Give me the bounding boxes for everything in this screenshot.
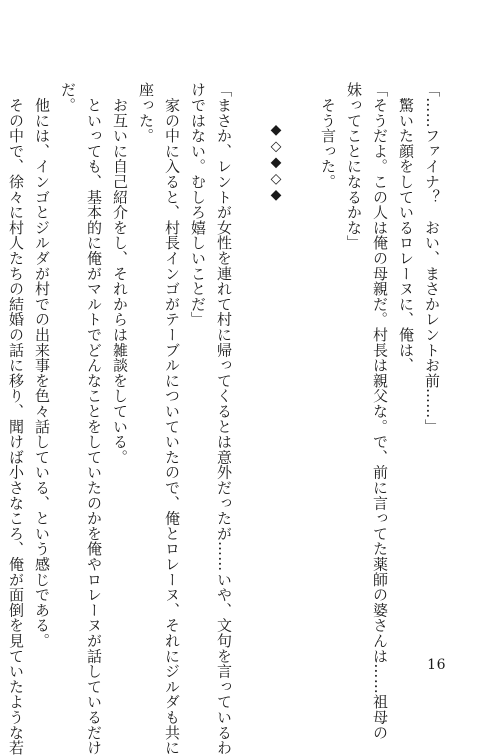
text-line: お互いに自己紹介をし、それからは雑談をしている。 bbox=[111, 82, 129, 465]
text-line: 「……ファイナ？ おい、まさかレントお前……」 bbox=[423, 82, 441, 434]
diamond-divider: ◆◇◆◇◆ bbox=[268, 122, 284, 204]
text-line: 驚いた顔をしているロレーヌに、俺は、 bbox=[397, 82, 415, 373]
section-divider bbox=[263, 82, 289, 642]
text-line: そう言った。 bbox=[319, 82, 337, 190]
text-line: 「そうだよ。この人は俺の母親だ。村長は親父な。で、前に言ってた薬師の婆さんは……祖母の bbox=[371, 82, 389, 740]
blank-line bbox=[237, 82, 263, 642]
text-line: その中で、徐々に村人たちの結婚の話に移り、聞けば小さなころ、俺が面倒を見ていたような若 bbox=[7, 82, 25, 755]
text-line: だ。 bbox=[59, 82, 77, 113]
text-line: 他には、インゴとジルダが村での出来事を色々話している、という感じである。 bbox=[33, 82, 51, 649]
text-line: 家の中に入ると、村長インゴがテーブルについていたので、俺とロレーヌ、それにジルダも共に bbox=[163, 82, 181, 755]
text-line: 座った。 bbox=[137, 82, 155, 144]
text-line: といっても、基本的に俺がマルトでどんなことをしていたのかを俺やロレーヌが話しているだけ bbox=[85, 82, 103, 755]
text-line: 「まさか、レントが女性を連れて村に帰ってくるとは意外だったが……いや、文句を言っているわ bbox=[215, 82, 233, 755]
text-line: 妹ってことになるかな」 bbox=[345, 82, 363, 251]
blank-line bbox=[289, 82, 315, 642]
page-number: 16 bbox=[427, 657, 446, 673]
text-line: けではない。むしろ嬉しいことだ」 bbox=[189, 82, 207, 327]
